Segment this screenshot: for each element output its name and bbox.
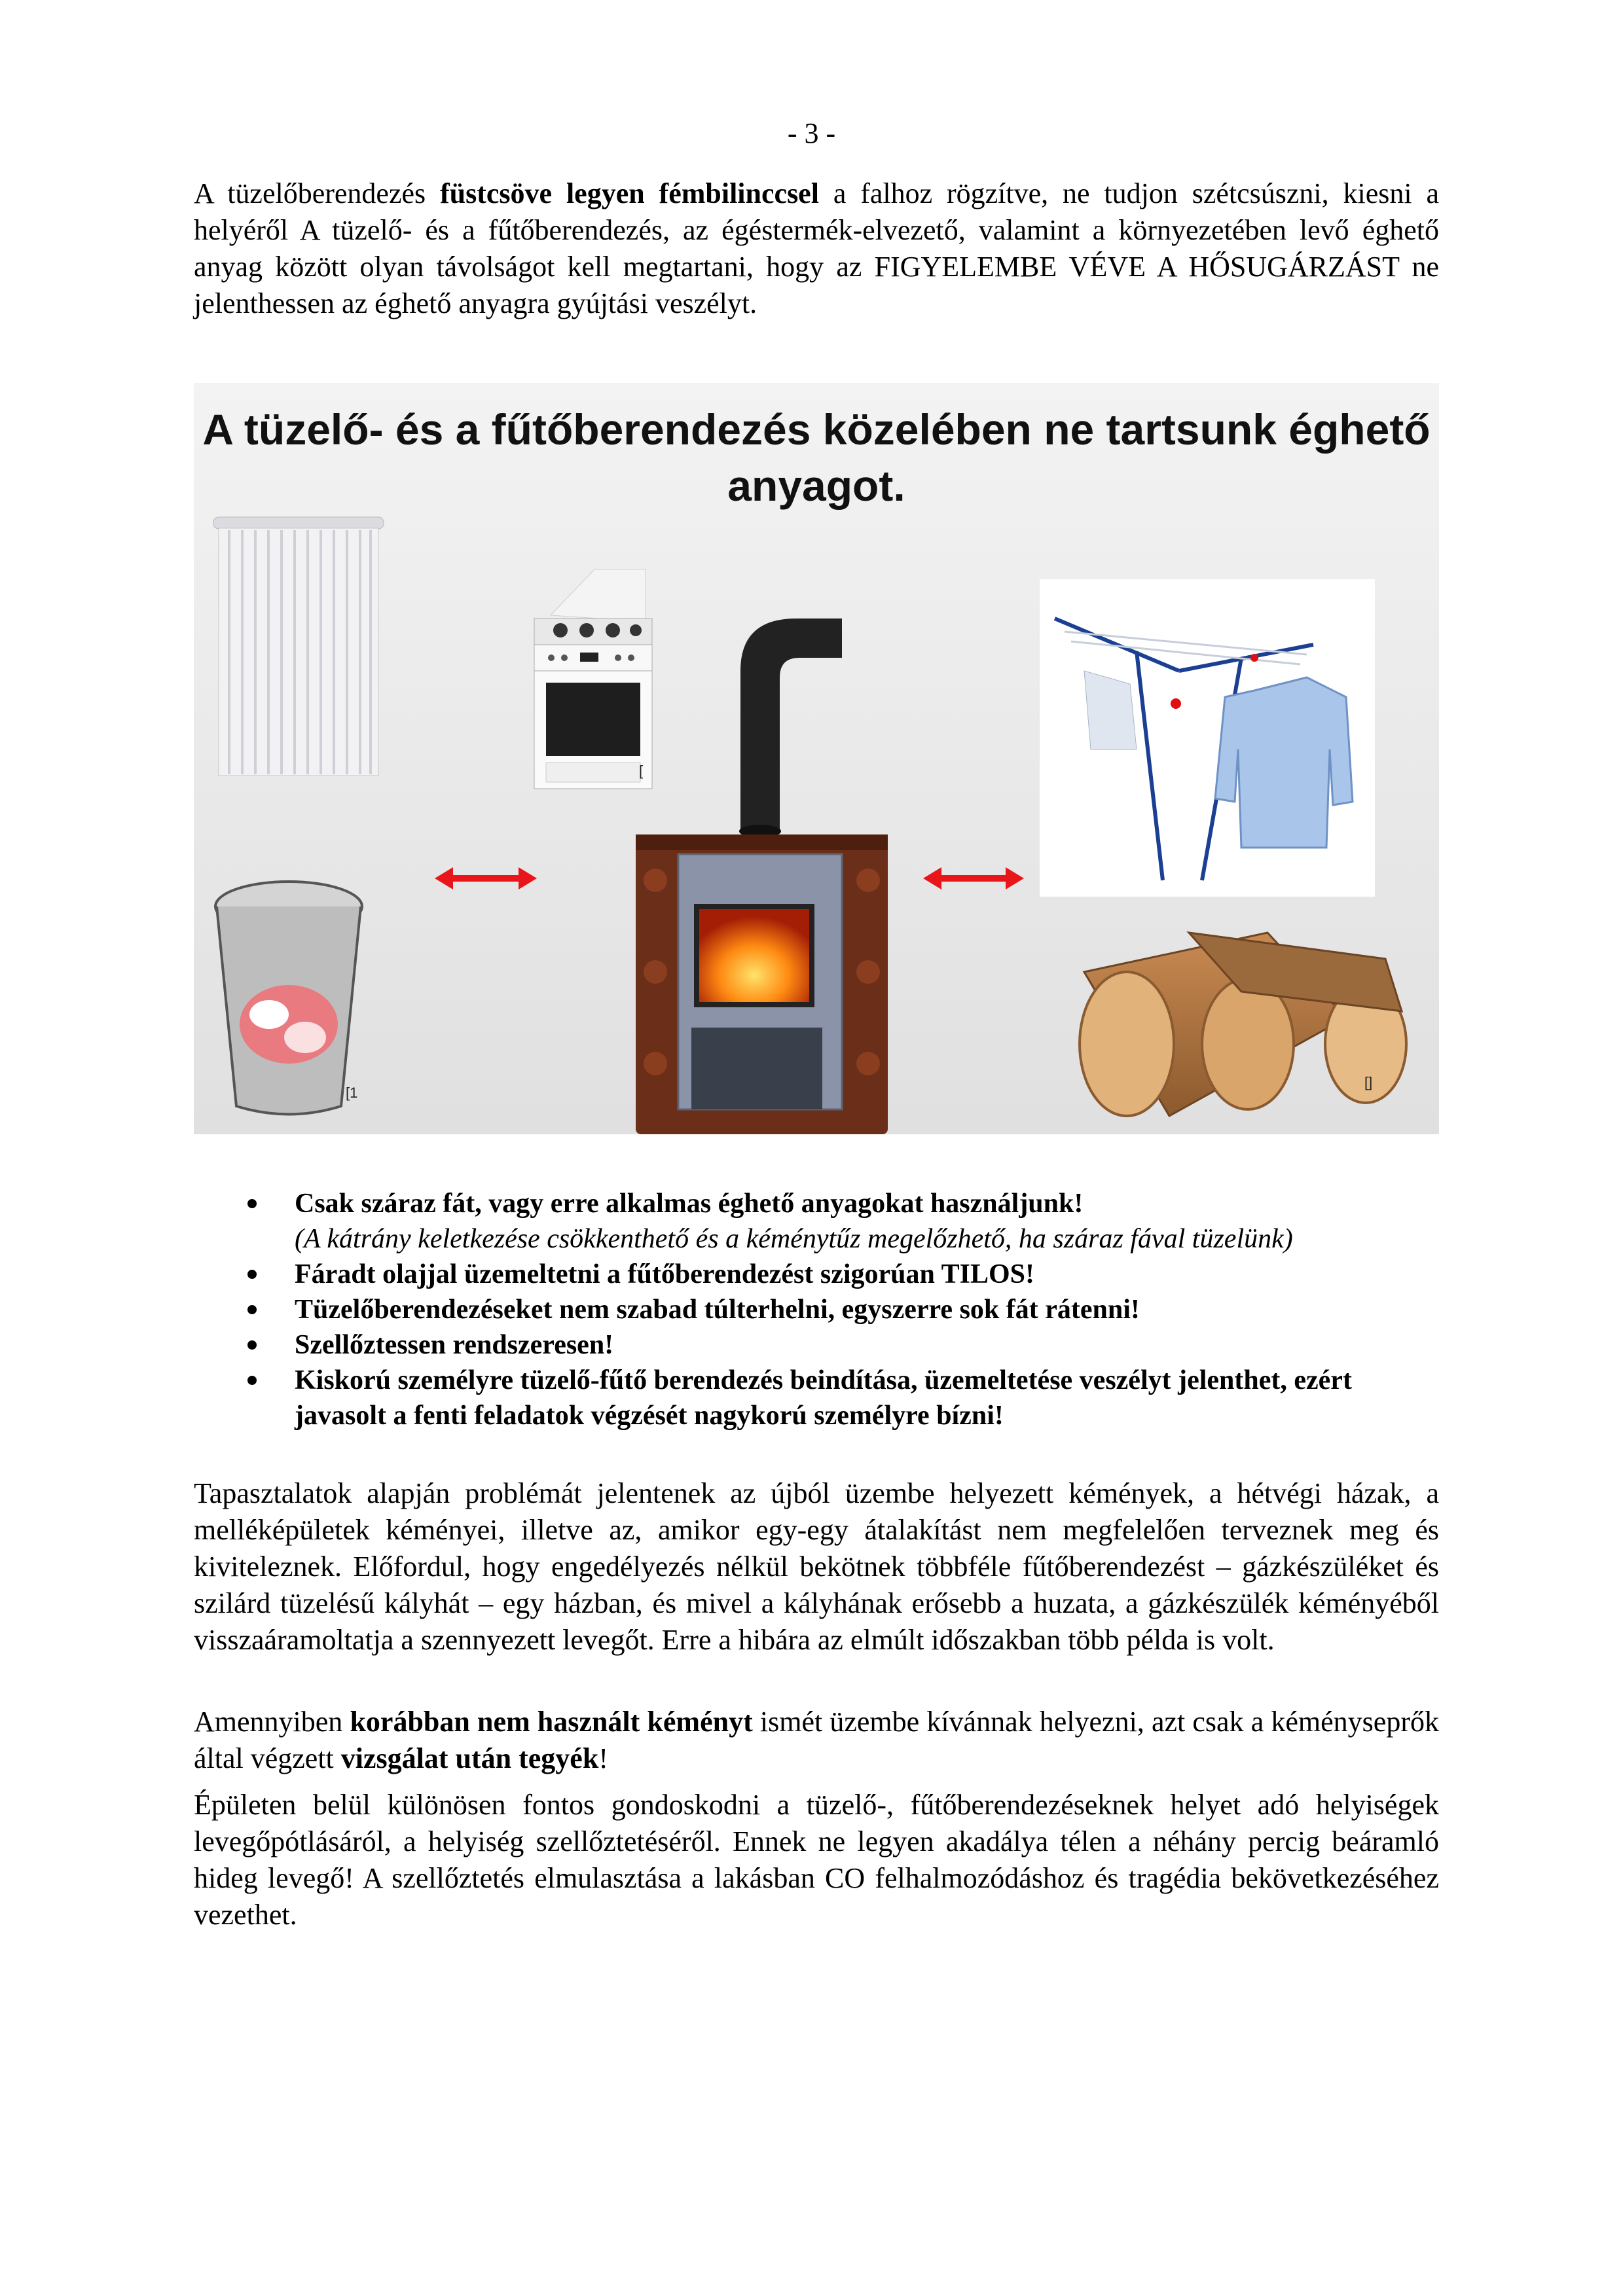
waste-basket-image	[215, 882, 362, 1115]
bullet-item	[241, 1257, 1446, 1292]
firewood-image	[1080, 933, 1406, 1116]
bullet-text: Csak száraz fát, vagy erre alkalmas éghető anyagokat használjunk!	[295, 1189, 1084, 1219]
bullet-note: (A kátrány keletkezése csökkenthető és a kéménytűz megelőzhető, ha száraz fával tüzelünk)	[295, 1224, 1293, 1254]
safety-bullet-list	[241, 1186, 1446, 1433]
figure-mark-left: [1	[346, 1085, 358, 1101]
intro-bold: füstcsöve legyen fémbilinccsel	[440, 177, 819, 209]
right-arrow-icon	[923, 867, 1024, 889]
bullet-text: Tüzelőberendezéseket nem szabad túlterhelni, egyszerre sok fát rátenni!	[295, 1295, 1140, 1325]
gas-cooker-image	[534, 569, 652, 789]
fire-safety-figure	[194, 383, 1439, 1134]
bullet-text: Szellőztessen rendszeresen!	[295, 1330, 614, 1360]
page-number: - 3 -	[787, 117, 836, 149]
para3-text-1: Amennyiben	[194, 1706, 350, 1738]
para3-text-3: !	[598, 1742, 608, 1774]
intro-paragraph	[194, 175, 1439, 322]
figure-mark-stove: [	[639, 762, 644, 779]
para3-text-2: ismét üzembe kívánnak helyezni, azt csak a kéményseprők által végzett	[194, 1706, 1439, 1774]
drying-rack-image	[1040, 579, 1375, 897]
chimney-inspection-paragraph	[194, 1704, 1439, 1777]
bullet-item	[241, 1363, 1446, 1433]
figure-mark-right: []	[1364, 1074, 1373, 1090]
bullet-item	[241, 1292, 1446, 1327]
intro-text-1: A tüzelőberendezés	[194, 177, 440, 209]
figure-title-line-1: A tüzelő- és a fűtőberendezés közelében ne tartsunk éghető	[202, 405, 1431, 454]
intro-text-2: a falhoz rögzítve, ne tudjon szétcsúszni, kiesni a helyéről A tüzelő- és a fűtőberendezés, az égéstermék-elvezető, valamint a környezetében levő éghető anyag között olyan távolságot kell megtartani, hogy az FIGYELEMBE VÉVE A HŐSUGÁRZÁST ne jelenthessen az éghető anyagra gyújtási veszélyt.	[194, 177, 1440, 319]
tile-stove-image	[636, 619, 888, 1134]
chimney-problems-paragraph: Tapasztalatok alapján problémát jelentenek az újból üzembe helyezett kémények, a hétvégi házak, a melléképületek kéményei, illetve az, amikor egy-egy átalakítást nem megfelelően terveznek meg és kiviteleznek. Előfordul, hogy engedélyezés nélkül bekötnek többféle fűtőberendezést – gázkészüléket és szilárd tüzelésű kályhát – egy házban, és mivel a kályhának erősebb a huzata, a gázkészülék kéményéből visszaáramoltatja a szennyezett levegőt. Erre a hibára az elmúlt időszakban több példa is volt.	[194, 1477, 1439, 1656]
bullet-item	[241, 1186, 1446, 1257]
para3-bold-1: korábban nem használt kéményt	[350, 1706, 753, 1738]
bullet-item	[241, 1327, 1446, 1363]
figure-illustration	[194, 383, 1439, 1134]
bullet-text: Fáradt olajjal üzemeltetni a fűtőberendezést szigorúan TILOS!	[295, 1259, 1035, 1289]
left-arrow-icon	[435, 867, 537, 889]
curtain-image	[208, 515, 384, 776]
ventilation-paragraph: Épületen belül különösen fontos gondoskodni a tüzelő-, fűtőberendezéseknek helyet adó helyiségek levegőpótlásáról, a helyiség szellőztetéséről. Ennek ne legyen akadálya télen a néhány percig beáramló hideg levegő! A szellőztetés elmulasztása a lakásban CO felhalmozódáshoz és tragédia bekövetkezéséhez vezethet.	[194, 1789, 1439, 1931]
figure-title-line-2: anyagot.	[727, 461, 905, 510]
bullet-text: Kiskorú személyre tüzelő-fűtő berendezés beindítása, üzemeltetése veszélyt jelenthet, ezért javasolt a fenti feladatok végzését nagykorú személyre bízni!	[295, 1365, 1352, 1431]
para3-bold-2: vizsgálat után tegyék	[340, 1742, 599, 1774]
